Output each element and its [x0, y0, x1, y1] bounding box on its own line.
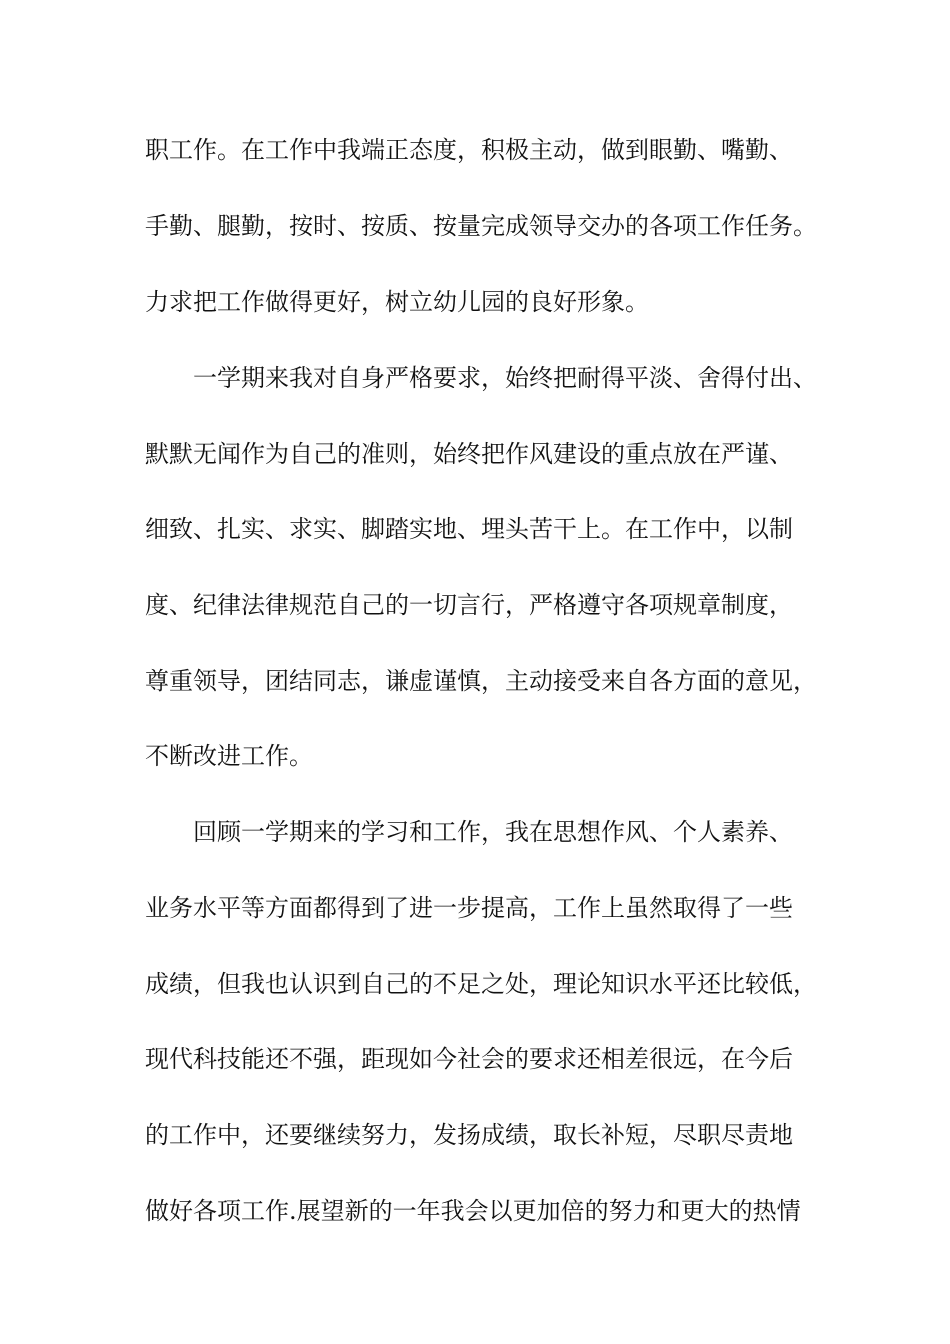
- text-line: 细致、扎实、求实、脚踏实地、埋头苦干上。在工作中，以制: [145, 515, 793, 543]
- text-line: 默默无闻作为自己的准则，始终把作风建设的重点放在严谨、: [145, 440, 793, 468]
- text-line: 手勤、腿勤，按时、按质、按量完成领导交办的各项工作任务。: [145, 212, 817, 240]
- paragraph-first-line: 回顾一学期来的学习和工作，我在思想作风、个人素养、: [193, 818, 793, 846]
- text-line: 尊重领导，团结同志，谦虚谨慎，主动接受来自各方面的意见，: [145, 667, 817, 695]
- text-line: 不断改进工作。: [145, 742, 313, 770]
- paragraph-first-line: 一学期来我对自身严格要求，始终把耐得平淡、舍得付出、: [193, 364, 817, 392]
- text-line: 做好各项工作.展望新的一年我会以更加倍的努力和更大的热情: [145, 1197, 801, 1225]
- text-line: 成绩，但我也认识到自己的不足之处，理论知识水平还比较低，: [145, 970, 817, 998]
- text-line: 力求把工作做得更好，树立幼儿园的良好形象。: [145, 288, 649, 316]
- text-line: 业务水平等方面都得到了进一步提高，工作上虽然取得了一些: [145, 894, 793, 922]
- text-line: 职工作。在工作中我端正态度，积极主动，做到眼勤、嘴勤、: [145, 136, 793, 164]
- text-line: 度、纪律法律规范自己的一切言行，严格遵守各项规章制度，: [145, 591, 793, 619]
- text-line: 现代科技能还不强，距现如今社会的要求还相差很远，在今后: [145, 1045, 793, 1073]
- text-line: 的工作中，还要继续努力，发扬成绩，取长补短，尽职尽责地: [145, 1121, 793, 1149]
